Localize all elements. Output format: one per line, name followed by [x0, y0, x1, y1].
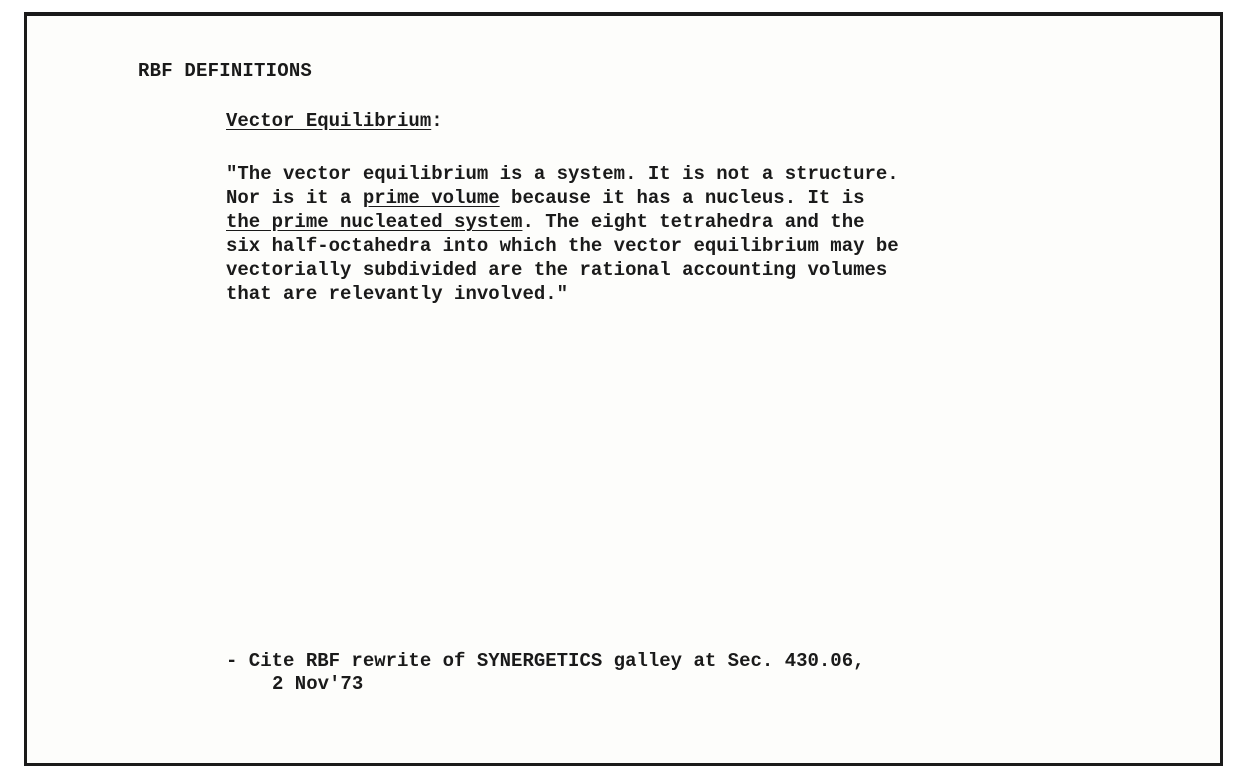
quote-line-1: "The vector equilibrium is a system. It is not a structure.	[226, 163, 899, 185]
quote-line-3	[226, 210, 1126, 234]
quote-line-4: six half-octahedra into which the vector equilibrium may be	[226, 235, 899, 257]
quote-line-2-end: because it has a nucleus. It is	[499, 187, 865, 209]
quote-line-2	[226, 186, 1126, 210]
definition-card	[24, 12, 1223, 766]
definition-quote	[226, 162, 1126, 306]
citation	[226, 650, 865, 696]
quote-line-5: vectorially subdivided are the rational accounting volumes	[226, 259, 888, 281]
quote-line-2-start: Nor is it a	[226, 187, 363, 209]
quote-line-6: that are relevantly involved."	[226, 283, 569, 305]
quote-underlined-prime-nucleated-system: the prime nucleated system	[226, 211, 523, 233]
citation-line-1: - Cite RBF rewrite of SYNERGETICS galley at Sec. 430.06,	[226, 650, 865, 672]
quote-line-3-end: . The eight tetrahedra and the	[522, 211, 865, 233]
term-heading	[226, 110, 443, 132]
quote-underlined-prime-volume: prime volume	[362, 187, 500, 209]
term-name: Vector Equilibrium	[226, 110, 432, 132]
citation-line-2: 2 Nov'73	[272, 673, 364, 695]
term-suffix: :	[431, 110, 443, 132]
card-header: RBF DEFINITIONS	[138, 60, 313, 82]
